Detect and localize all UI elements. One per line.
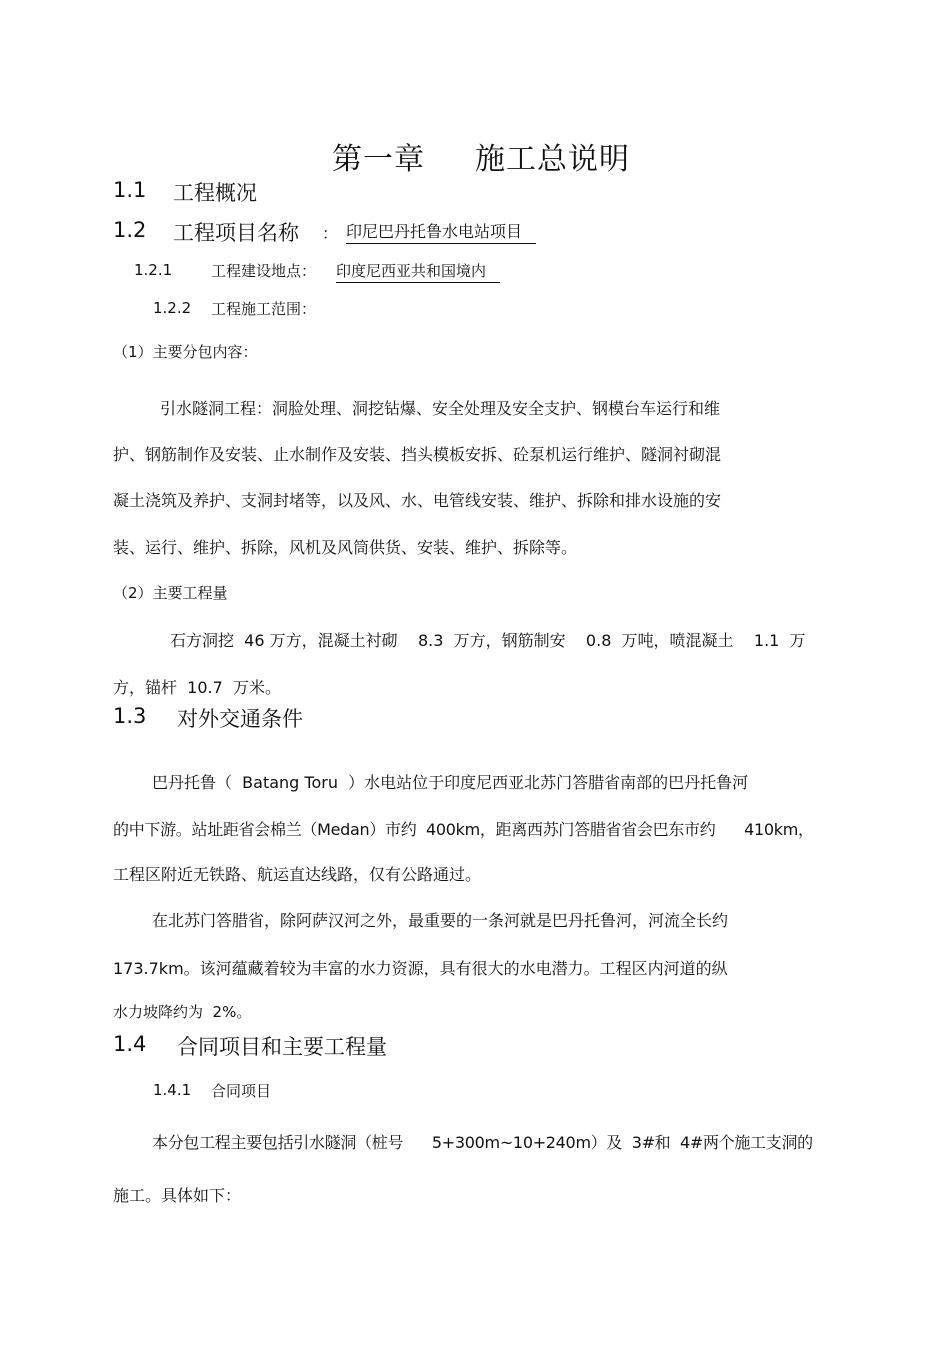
contract-line-2: 施工。具体如下：: [113, 1186, 242, 1205]
subsection-number-1-2-1: 1.2.1: [134, 261, 173, 279]
section-number-1-1: 1.1: [113, 178, 147, 202]
subsection-number-1-4-1: 1.4.1: [153, 1081, 192, 1099]
subsection-title-1-4-1: 合同项目: [211, 1082, 272, 1100]
section-number-1-4: 1.4: [113, 1032, 147, 1056]
section-title-1-2: 工程项目名称: [173, 221, 299, 245]
traffic-line-5: 173.7km。该河蕴藏着较为丰富的水力资源，具有很大的水电潜力。工程区内河道的纵: [113, 959, 728, 978]
traffic-line-1: 巴丹托鲁（ Batang Toru ）水电站位于印度尼西亚北苏门答腊省南部的巴丹托鲁河: [152, 773, 749, 792]
section-title-1-1: 工程概况: [173, 181, 257, 205]
traffic-line-6: 水力坡降约为 2%。: [113, 1003, 252, 1021]
item-1-line-1: 引水隧洞工程：洞脸处理、洞挖钻爆、安全处理及安全支护、钢模台车运行和维: [160, 399, 721, 418]
item-1-line-3: 凝土浇筑及养护、支洞封堵等，以及风、水、电管线安装、维护、拆除和排水设施的安: [113, 491, 722, 510]
section-colon-1-2: ：: [322, 224, 339, 243]
construction-scope-label: 工程施工范围：: [211, 300, 317, 318]
item-2-line-1: 石方洞挖 46 万方，混凝土衬砌 8.3 万方，钢筋制安 0.8 万吨，喷混凝土 1.1 万: [170, 631, 806, 650]
chapter-number: 第一章: [332, 142, 425, 177]
item-2-heading: （2）主要工程量: [113, 584, 228, 602]
construction-site-value: 印度尼西亚共和国境内: [336, 260, 500, 283]
project-name-value: 印尼巴丹托鲁水电站项目: [346, 219, 536, 244]
section-title-1-3: 对外交通条件: [177, 707, 303, 731]
chapter-title: [332, 134, 425, 178]
item-2-line-2: 方，锚杆 10.7 万米。: [113, 678, 281, 697]
section-number-1-3: 1.3: [113, 704, 147, 728]
construction-site-label: 工程建设地点：: [211, 262, 317, 280]
section-title-1-4: 合同项目和主要工程量: [177, 1035, 387, 1059]
contract-line-1: 本分包工程主要包括引水隧洞（桩号 5+300m~10+240m）及 3#和 4#两个施工支洞的: [152, 1133, 813, 1152]
item-1-heading: （1）主要分包内容：: [113, 343, 258, 361]
item-1-line-4: 装、运行、维护、拆除，风机及风筒供货、安装、维护、拆除等。: [113, 538, 578, 557]
section-number-1-2: 1.2: [113, 218, 147, 242]
traffic-line-4: 在北苏门答腊省，除阿萨汉河之外，最重要的一条河就是巴丹托鲁河，河流全长约: [152, 911, 729, 930]
traffic-line-2: 的中下游。站址距省会棉兰（Medan）市约 400km，距离西苏门答腊省省会巴东市约 410km，: [113, 820, 814, 839]
item-1-line-2: 护、钢筋制作及安装、止水制作及安装、挡头模板安拆、砼泵机运行维护、隧洞衬砌混: [113, 445, 722, 464]
subsection-number-1-2-2: 1.2.2: [153, 299, 192, 317]
chapter-title-text: 施工总说明: [475, 142, 630, 177]
traffic-line-3: 工程区附近无铁路、航运直达线路，仅有公路通过。: [113, 865, 482, 884]
